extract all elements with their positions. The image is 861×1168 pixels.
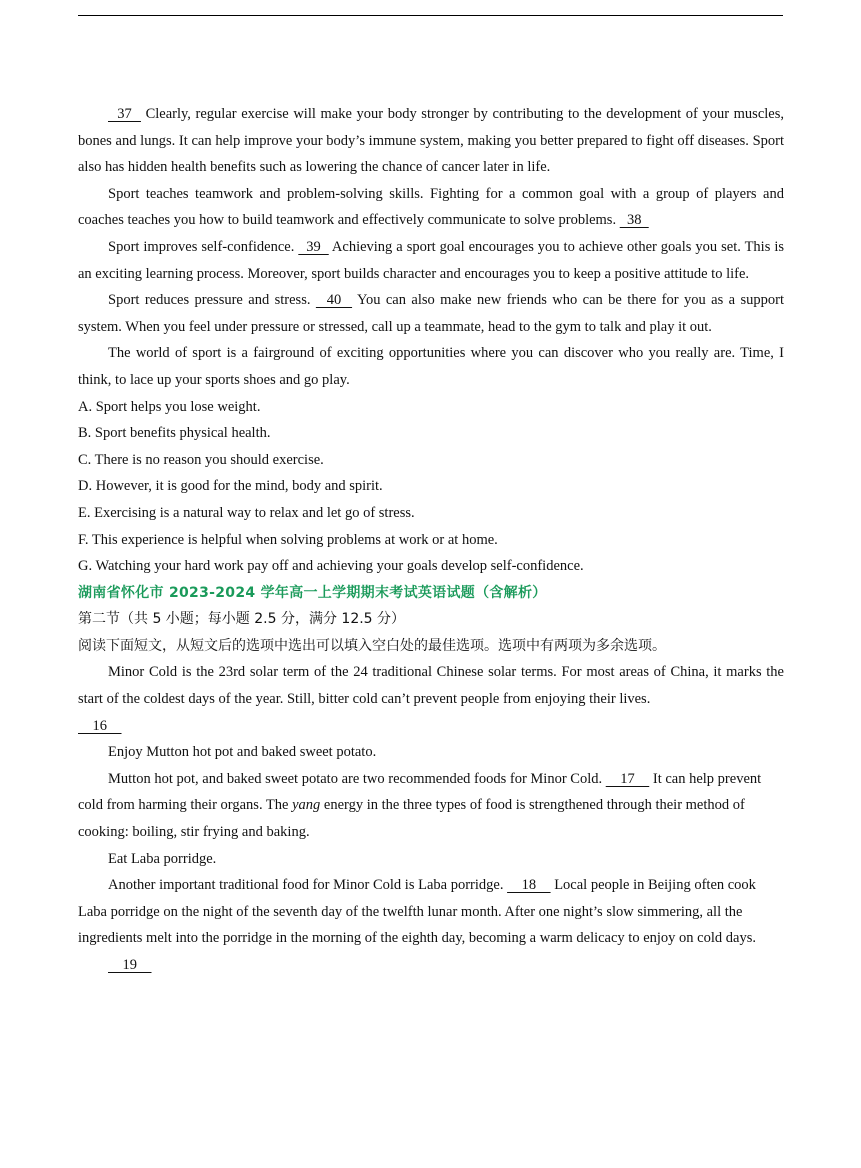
heading-laba: Eat Laba porridge. [108, 850, 217, 867]
blank-17: 17 [605, 770, 650, 787]
section-header: 第二节（共 5 小题；每小题 2.5 分，满分 12.5 分） [78, 611, 406, 628]
blank-39: 39 [298, 238, 329, 255]
paragraph-37: 37 Clearly, regular exercise will make your body stronger by contributing to the development of your muscles, bones and lungs. It can help improve your body’s immune system, making you better prepared to fight off diseases. Sport also has hidden health benefits such as lowering the chance of cancer later in life. [78, 106, 784, 176]
options-list [78, 394, 784, 580]
paragraph-39: Sport improves self-confidence. 39 Achieving a sport goal encourages you to achieve other goals you set. This is an exciting learning process. Moreover, sport builds character and encourages you to keep a positive attitude to life. [78, 238, 784, 282]
document-body [78, 101, 784, 979]
paragraph-18: Another important traditional food for Minor Cold is Laba porridge. 18 Local people in Beijing often cook Laba porridge on the night of the seventh day of the twelfth lunar month. After one night’s slow simmering, all the ingredients melt into the porridge in the morning of the eighth day, becoming a warm delicacy to enjoy on cold days. [78, 877, 756, 947]
option-e: E. Exercising is a natural way to relax and let go of stress. [78, 504, 415, 521]
blank-18: 18 [507, 877, 551, 894]
paragraph-17: Mutton hot pot, and baked sweet potato are two recommended foods for Minor Cold. 17 It can help prevent cold from harming their organs. The yang energy in the three types of food is strengthened through their method of cooking: boiling, stir frying and baking. [78, 770, 762, 841]
blank-19: 19 [108, 957, 152, 973]
option-f: F. This experience is helpful when solving problems at work or at home. [78, 531, 498, 548]
blank-40: 40 [315, 292, 353, 309]
option-c: C. There is no reason you should exercise. [78, 451, 324, 468]
heading-mutton: Enjoy Mutton hot pot and baked sweet potato. [108, 744, 377, 761]
blank-line-16 [78, 713, 784, 740]
header-rule [78, 15, 783, 16]
paragraph-conclusion: The world of sport is a fairground of exciting opportunities where you can discover who you really are. Time, I think, to lace up your sports shoes and go play. [78, 345, 784, 388]
option-g: G. Watching your hard work pay off and achieving your goals develop self-confidence. [78, 558, 584, 575]
blank-38: 38 [619, 212, 649, 229]
option-d: D. However, it is good for the mind, body and spirit. [78, 478, 383, 495]
paragraph-38: Sport teaches teamwork and problem-solving skills. Fighting for a common goal with a group of players and coaches teaches you how to build teamwork and effectively communicate to solve problems. 38 [78, 185, 784, 229]
blank-37: 37 [108, 106, 141, 122]
instruction: 阅读下面短文，从短文后的选项中选出可以填入空白处的最佳选项。选项中有两项为多余选项。 [78, 637, 666, 654]
paragraph-minor-cold: Minor Cold is the 23rd solar term of the 24 traditional Chinese solar terms. For most areas of China, it marks the start of the coldest days of the year. Still, bitter cold can’t prevent people from enjoying their lives. [78, 664, 784, 708]
option-b: B. Sport benefits physical health. [78, 425, 271, 442]
paragraph-40: Sport reduces pressure and stress. 40 You can also make new friends who can be there for you as a support system. When you feel under pressure or stressed, call up a teammate, head to the gym to talk and play it out. [78, 292, 785, 335]
blank-line-19 [78, 952, 784, 979]
blank-16: 16 [78, 717, 122, 734]
option-a: A. Sport helps you lose weight. [78, 398, 261, 415]
source-title: 湖南省怀化市 2023-2024 学年高一上学期期末考试英语试题（含解析） [78, 584, 547, 601]
